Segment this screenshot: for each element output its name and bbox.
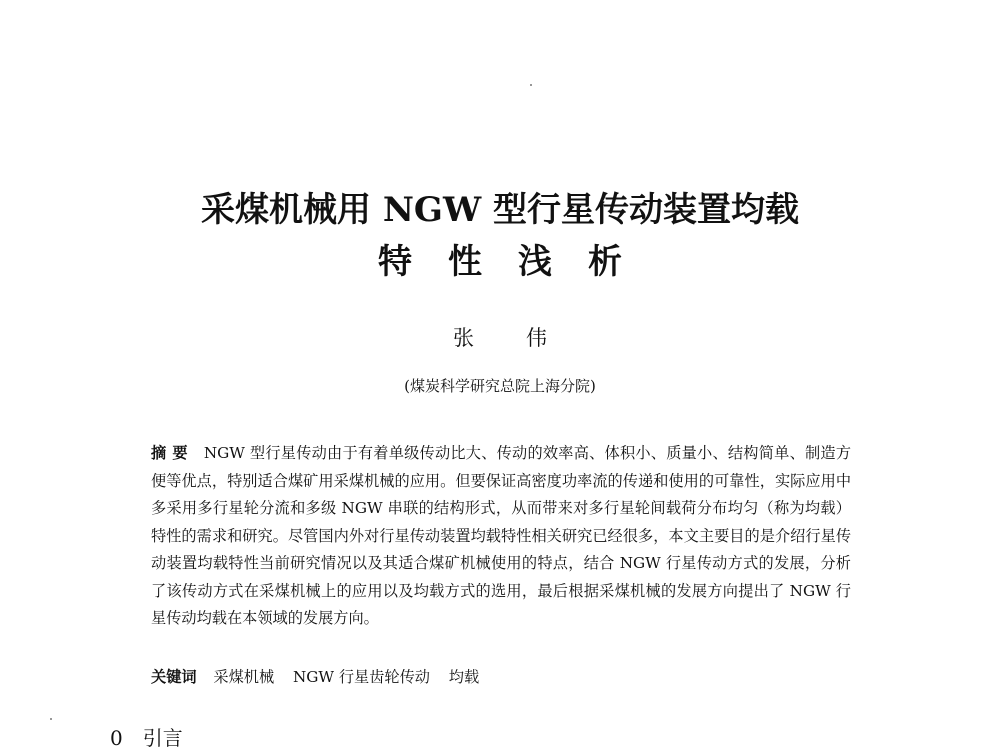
paper-title-line-2 [0, 242, 1000, 282]
keyword: NGW 行星齿轮传动 [292, 668, 430, 686]
title-char: 浅 [518, 242, 552, 282]
abstract [151, 440, 851, 633]
paper-title-line-1: 采煤机械用 NGW 型行星传动装置均载 [201, 190, 799, 230]
keywords [151, 664, 851, 691]
title-char: 析 [588, 242, 622, 282]
keywords-label: 关键词 [151, 668, 197, 686]
author-char: 伟 [526, 326, 547, 350]
section-heading [110, 728, 183, 748]
abstract-text: NGW 型行星传动由于有着单级传动比大、传动的效率高、体积小、质量小、结构简单、制造方便等优点，特别适合煤矿用采煤机械的应用。但要保证高密度功率流的传递和使用的可靠性，实际应用中多采用多行星轮分流和多级 NGW 串联的结构形式，从而带来对多行星轮间载荷分布均匀（称为均载）特性的需求和研究。尽管国内外对行星传动装置均载特性相关研究已经很多，本文主要目的是介绍行星传动装置均载特性当前研究情况以及其适合煤矿机械使用的特点，结合 NGW 行星传动方式的发展，分析了该传动方式在采煤机械上的应用以及均载方式的选用，最后根据采煤机械的发展方向提出了 NGW 行星传动均载在本领域的发展方向。 [151, 444, 852, 627]
title-char: 性 [448, 242, 482, 282]
author-name [0, 322, 1000, 352]
author-affiliation: (煤炭科学研究总院上海分院) [404, 377, 596, 395]
scan-speck [530, 84, 532, 86]
section-title: 引言 [142, 726, 183, 750]
keyword: 均载 [448, 668, 480, 686]
section-number: 0 [110, 726, 123, 750]
abstract-label: 摘要 [151, 444, 194, 462]
scan-speck [50, 718, 52, 720]
title-char: 特 [378, 242, 412, 282]
author-char: 张 [453, 326, 474, 350]
keyword: 采煤机械 [213, 668, 275, 686]
